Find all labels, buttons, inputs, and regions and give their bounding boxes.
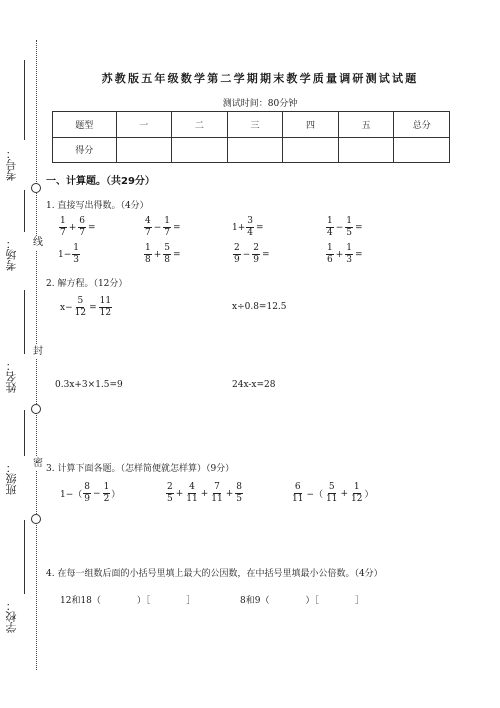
question-4-title: 4. 在每一组数后面的小括号里填上最大的公因数，在中括号里填最小公倍数。（4分）: [46, 569, 383, 579]
q2-equation-4: 24x-x=28: [232, 380, 276, 390]
exam-number-label: 考号：: [5, 148, 18, 181]
q3-expression-1: 1−（ $\frac{8}{9}$ − $\frac{1}{2}$ ）: [60, 482, 121, 504]
q1-item-5: 1− $\frac{1}{3}$: [58, 243, 80, 265]
q1-item-4: $\frac{1}{4}$ − $\frac{1}{5}$ =: [327, 216, 363, 238]
q4-item-2[interactable]: 8和9（ ）［ ］: [240, 596, 364, 606]
q4-item-1[interactable]: 12和18（ ）［ ］: [60, 596, 196, 606]
q2-equation-2: x÷0.8=12.5: [232, 302, 287, 312]
binding-hole: [31, 404, 41, 414]
score-row-label: 得分: [53, 137, 117, 163]
score-table: [52, 111, 450, 163]
score-header-cell: 五: [338, 112, 394, 138]
seal-char-line: 线: [33, 237, 43, 248]
score-cell[interactable]: [283, 137, 339, 163]
question-2-title: 2. 解方程。（12分）: [46, 279, 128, 289]
binding-hole: [31, 514, 41, 524]
score-header-cell: 二: [172, 112, 228, 138]
q1-item-8: $\frac{1}{6}$ + $\frac{1}{3}$ =: [327, 243, 363, 265]
class-label: 班级：: [5, 462, 18, 495]
score-table-header-row: [53, 112, 450, 138]
test-time: 测试时间：80分钟: [222, 99, 298, 109]
section-title: 一、计算题。（共29分）: [46, 176, 155, 187]
question-1-title: 1. 直接写出得数。（4分）: [46, 201, 149, 211]
q1-item-1: $\frac{1}{7}$ + $\frac{6}{7}$ =: [60, 216, 96, 238]
q1-item-2: $\frac{4}{7}$ − $\frac{1}{7}$ =: [145, 216, 181, 238]
score-table-score-row: [53, 137, 450, 163]
page-title: 苏教版五年级数学第二学期期末教学质量调研测试试题: [101, 72, 419, 85]
score-header-cell: 一: [116, 112, 172, 138]
score-cell[interactable]: [227, 137, 283, 163]
class-line[interactable]: [24, 410, 25, 456]
question-3-title: 3. 计算下面各题。（怎样简便就怎样算）（9分）: [46, 464, 235, 474]
q1-item-7: $\frac{2}{9}$ − $\frac{2}{9}$ =: [234, 243, 270, 265]
name-line[interactable]: [24, 290, 25, 354]
score-header-cell: 四: [283, 112, 339, 138]
q2-equation-3: 0.3x+3×1.5=9: [55, 380, 123, 390]
exam-number-line[interactable]: [24, 60, 25, 140]
school-line[interactable]: [24, 520, 25, 594]
exam-room-label: 考场：: [5, 238, 18, 271]
q2-equation-1: x− $\frac{5}{12}$ = $\frac{11}{12}$: [60, 296, 112, 318]
score-cell[interactable]: [394, 137, 450, 163]
q3-expression-2: $\frac{2}{5}$ + $\frac{4}{11}$ + $\frac{7}{11}$ + $\frac{8}{5}$: [167, 482, 243, 504]
binding-hole: [31, 183, 41, 193]
score-cell[interactable]: [172, 137, 228, 163]
score-cell[interactable]: [338, 137, 394, 163]
score-cell[interactable]: [116, 137, 172, 163]
school-label: 学校：: [5, 600, 18, 633]
score-header-cell: 总分: [394, 112, 450, 138]
exam-room-line[interactable]: [24, 190, 25, 232]
score-header-cell: 题型: [53, 112, 117, 138]
seal-char-seal: 封: [33, 346, 43, 357]
q1-item-3: 1+ $\frac{3}{4}$ =: [232, 216, 264, 238]
name-label: 姓名：: [5, 360, 18, 393]
seal-char-secret: 密: [33, 458, 43, 469]
score-header-cell: 三: [227, 112, 283, 138]
q3-expression-3: $\frac{6}{11}$ −（ $\frac{5}{11}$ + $\frac{1}{12}$ ）: [292, 482, 374, 504]
q1-item-6: $\frac{1}{8}$ + $\frac{5}{8}$ =: [145, 243, 181, 265]
